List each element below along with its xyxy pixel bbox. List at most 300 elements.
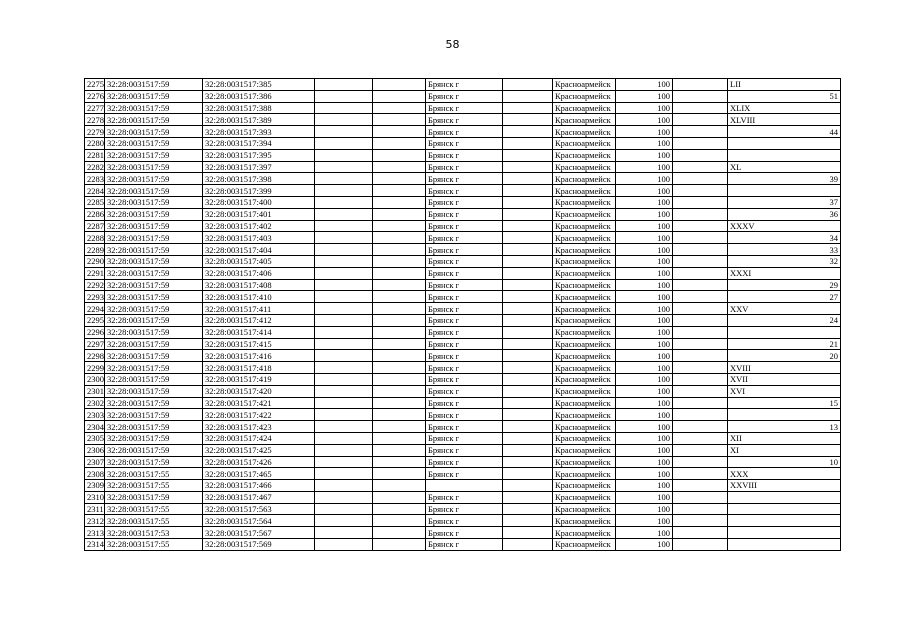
- cell-col-empty-2: [373, 220, 426, 232]
- cell-col-empty-2: [373, 468, 426, 480]
- table-row: [85, 137, 841, 149]
- cell-parent-cadastral-number: 32:28:0031517:59: [105, 173, 203, 185]
- cell-col-empty-4: [673, 126, 728, 138]
- cell-cadastral-number: 32:28:0031517:403: [203, 232, 315, 244]
- table-row: [85, 480, 841, 492]
- cell-city: Брянск г: [426, 208, 503, 220]
- cell-col-empty-4: [673, 326, 728, 338]
- cell-col-empty-2: [373, 444, 426, 456]
- cell-extra-designation: 21: [728, 338, 841, 350]
- cell-district: Красноармейск: [553, 291, 616, 303]
- table-row: [85, 432, 841, 444]
- cell-col-empty-3: [503, 255, 553, 267]
- cell-row-number: 2299: [85, 362, 105, 374]
- cell-col-empty-1: [315, 232, 373, 244]
- cell-col-empty-1: [315, 267, 373, 279]
- cell-col-empty-4: [673, 539, 728, 551]
- cell-parent-cadastral-number: 32:28:0031517:59: [105, 456, 203, 468]
- table-row: [85, 114, 841, 126]
- cell-parent-cadastral-number: 32:28:0031517:59: [105, 397, 203, 409]
- cell-col-empty-4: [673, 244, 728, 256]
- cell-col-empty-2: [373, 149, 426, 161]
- cell-col-empty-2: [373, 279, 426, 291]
- cell-cadastral-number: 32:28:0031517:398: [203, 173, 315, 185]
- cell-col-empty-3: [503, 338, 553, 350]
- cell-col-empty-3: [503, 114, 553, 126]
- cell-col-empty-2: [373, 515, 426, 527]
- cell-parent-cadastral-number: 32:28:0031517:59: [105, 244, 203, 256]
- cell-col-empty-1: [315, 480, 373, 492]
- cell-extra-designation: 36: [728, 208, 841, 220]
- cell-col-empty-1: [315, 149, 373, 161]
- cell-col-empty-2: [373, 338, 426, 350]
- cell-city: Брянск г: [426, 314, 503, 326]
- cell-share-percent: 100: [616, 444, 673, 456]
- cell-city: Брянск г: [426, 114, 503, 126]
- cell-col-empty-2: [373, 421, 426, 433]
- cell-row-number: 2314: [85, 539, 105, 551]
- cell-cadastral-number: 32:28:0031517:397: [203, 161, 315, 173]
- cell-parent-cadastral-number: 32:28:0031517:59: [105, 196, 203, 208]
- cell-row-number: 2296: [85, 326, 105, 338]
- cell-share-percent: 100: [616, 114, 673, 126]
- cell-extra-designation: [728, 491, 841, 503]
- cell-row-number: 2306: [85, 444, 105, 456]
- cell-cadastral-number: 32:28:0031517:385: [203, 79, 315, 91]
- cell-extra-designation: XXVIII: [728, 480, 841, 492]
- cell-col-empty-1: [315, 515, 373, 527]
- cell-col-empty-3: [503, 149, 553, 161]
- cell-col-empty-3: [503, 79, 553, 91]
- cell-col-empty-4: [673, 432, 728, 444]
- cell-col-empty-1: [315, 444, 373, 456]
- cell-city: Брянск г: [426, 232, 503, 244]
- cell-parent-cadastral-number: 32:28:0031517:55: [105, 480, 203, 492]
- cell-cadastral-number: 32:28:0031517:402: [203, 220, 315, 232]
- cell-share-percent: 100: [616, 314, 673, 326]
- cell-col-empty-3: [503, 137, 553, 149]
- cell-col-empty-4: [673, 421, 728, 433]
- cell-row-number: 2282: [85, 161, 105, 173]
- cell-district: Красноармейск: [553, 338, 616, 350]
- cell-district: Красноармейск: [553, 362, 616, 374]
- cell-parent-cadastral-number: 32:28:0031517:59: [105, 102, 203, 114]
- cell-cadastral-number: 32:28:0031517:406: [203, 267, 315, 279]
- cell-col-empty-1: [315, 456, 373, 468]
- cell-extra-designation: 37: [728, 196, 841, 208]
- cell-parent-cadastral-number: 32:28:0031517:59: [105, 79, 203, 91]
- cell-share-percent: 100: [616, 503, 673, 515]
- cell-city: Брянск г: [426, 397, 503, 409]
- cell-col-empty-4: [673, 397, 728, 409]
- cell-city: [426, 480, 503, 492]
- cell-share-percent: 100: [616, 468, 673, 480]
- cell-share-percent: 100: [616, 385, 673, 397]
- cell-col-empty-1: [315, 90, 373, 102]
- cell-col-empty-3: [503, 480, 553, 492]
- cell-cadastral-number: 32:28:0031517:405: [203, 255, 315, 267]
- cell-col-empty-1: [315, 244, 373, 256]
- cell-extra-designation: 15: [728, 397, 841, 409]
- cell-col-empty-3: [503, 90, 553, 102]
- cell-col-empty-2: [373, 385, 426, 397]
- cell-district: Красноармейск: [553, 456, 616, 468]
- cell-cadastral-number: 32:28:0031517:422: [203, 409, 315, 421]
- cell-district: Красноармейск: [553, 314, 616, 326]
- cell-row-number: 2295: [85, 314, 105, 326]
- cell-district: Красноармейск: [553, 491, 616, 503]
- cell-row-number: 2285: [85, 196, 105, 208]
- cell-col-empty-3: [503, 362, 553, 374]
- cell-extra-designation: [728, 185, 841, 197]
- table-row: [85, 444, 841, 456]
- cell-col-empty-4: [673, 255, 728, 267]
- cell-col-empty-4: [673, 314, 728, 326]
- cell-col-empty-4: [673, 480, 728, 492]
- cell-col-empty-2: [373, 362, 426, 374]
- cell-extra-designation: XXV: [728, 303, 841, 315]
- cell-row-number: 2300: [85, 373, 105, 385]
- cell-extra-designation: 20: [728, 350, 841, 362]
- cell-col-empty-2: [373, 409, 426, 421]
- cell-extra-designation: LII: [728, 79, 841, 91]
- cell-col-empty-3: [503, 196, 553, 208]
- cell-share-percent: 100: [616, 397, 673, 409]
- cell-col-empty-1: [315, 397, 373, 409]
- cell-row-number: 2305: [85, 432, 105, 444]
- cell-cadastral-number: 32:28:0031517:426: [203, 456, 315, 468]
- cell-city: Брянск г: [426, 350, 503, 362]
- cell-cadastral-number: 32:28:0031517:408: [203, 279, 315, 291]
- cell-col-empty-1: [315, 173, 373, 185]
- cell-city: Брянск г: [426, 291, 503, 303]
- cell-col-empty-3: [503, 267, 553, 279]
- cell-col-empty-2: [373, 432, 426, 444]
- cell-cadastral-number: 32:28:0031517:400: [203, 196, 315, 208]
- cell-extra-designation: XXXI: [728, 267, 841, 279]
- cell-col-empty-1: [315, 503, 373, 515]
- cell-col-empty-4: [673, 491, 728, 503]
- cell-cadastral-number: 32:28:0031517:404: [203, 244, 315, 256]
- cell-col-empty-4: [673, 90, 728, 102]
- cell-extra-designation: 24: [728, 314, 841, 326]
- cell-extra-designation: 27: [728, 291, 841, 303]
- cell-col-empty-3: [503, 291, 553, 303]
- cell-col-empty-2: [373, 303, 426, 315]
- cell-col-empty-3: [503, 503, 553, 515]
- cell-extra-designation: 51: [728, 90, 841, 102]
- cell-share-percent: 100: [616, 362, 673, 374]
- cell-parent-cadastral-number: 32:28:0031517:59: [105, 314, 203, 326]
- cell-share-percent: 100: [616, 126, 673, 138]
- cell-col-empty-4: [673, 185, 728, 197]
- cell-col-empty-3: [503, 185, 553, 197]
- cell-share-percent: 100: [616, 326, 673, 338]
- cell-col-empty-1: [315, 468, 373, 480]
- cell-parent-cadastral-number: 32:28:0031517:59: [105, 90, 203, 102]
- cell-district: Красноармейск: [553, 149, 616, 161]
- cell-col-empty-3: [503, 539, 553, 551]
- cell-cadastral-number: 32:28:0031517:389: [203, 114, 315, 126]
- cell-extra-designation: XLIX: [728, 102, 841, 114]
- table-row: [85, 326, 841, 338]
- table-row: [85, 149, 841, 161]
- table-row: [85, 220, 841, 232]
- cell-parent-cadastral-number: 32:28:0031517:59: [105, 114, 203, 126]
- cell-parent-cadastral-number: 32:28:0031517:53: [105, 527, 203, 539]
- cell-cadastral-number: 32:28:0031517:401: [203, 208, 315, 220]
- cell-row-number: 2276: [85, 90, 105, 102]
- table-row: [85, 185, 841, 197]
- cell-col-empty-4: [673, 173, 728, 185]
- cell-district: Красноармейск: [553, 279, 616, 291]
- cell-share-percent: 100: [616, 350, 673, 362]
- cell-parent-cadastral-number: 32:28:0031517:59: [105, 279, 203, 291]
- cell-col-empty-4: [673, 503, 728, 515]
- cell-col-empty-3: [503, 385, 553, 397]
- cell-col-empty-2: [373, 527, 426, 539]
- cell-row-number: 2288: [85, 232, 105, 244]
- cell-row-number: 2286: [85, 208, 105, 220]
- cell-col-empty-4: [673, 161, 728, 173]
- cell-share-percent: 100: [616, 409, 673, 421]
- cell-cadastral-number: 32:28:0031517:419: [203, 373, 315, 385]
- cell-city: Брянск г: [426, 149, 503, 161]
- table-row: [85, 491, 841, 503]
- cell-extra-designation: 29: [728, 279, 841, 291]
- cell-col-empty-1: [315, 185, 373, 197]
- cell-col-empty-3: [503, 409, 553, 421]
- cell-cadastral-number: 32:28:0031517:388: [203, 102, 315, 114]
- cell-col-empty-4: [673, 456, 728, 468]
- cell-cadastral-number: 32:28:0031517:394: [203, 137, 315, 149]
- cell-col-empty-3: [503, 350, 553, 362]
- cell-extra-designation: [728, 515, 841, 527]
- cell-col-empty-4: [673, 79, 728, 91]
- table-row: [85, 397, 841, 409]
- cell-parent-cadastral-number: 32:28:0031517:59: [105, 126, 203, 138]
- cell-share-percent: 100: [616, 421, 673, 433]
- cell-col-empty-3: [503, 303, 553, 315]
- cell-parent-cadastral-number: 32:28:0031517:59: [105, 362, 203, 374]
- cell-col-empty-1: [315, 79, 373, 91]
- cell-city: Брянск г: [426, 220, 503, 232]
- cell-col-empty-3: [503, 208, 553, 220]
- table-row: [85, 232, 841, 244]
- cell-col-empty-3: [503, 432, 553, 444]
- cell-row-number: 2307: [85, 456, 105, 468]
- cell-share-percent: 100: [616, 244, 673, 256]
- cell-col-empty-1: [315, 114, 373, 126]
- cell-col-empty-2: [373, 185, 426, 197]
- cell-row-number: 2289: [85, 244, 105, 256]
- cell-col-empty-3: [503, 491, 553, 503]
- cell-extra-designation: XVI: [728, 385, 841, 397]
- table-row: [85, 539, 841, 551]
- cell-col-empty-2: [373, 539, 426, 551]
- cell-cadastral-number: 32:28:0031517:465: [203, 468, 315, 480]
- cell-col-empty-1: [315, 314, 373, 326]
- cell-col-empty-1: [315, 385, 373, 397]
- cell-extra-designation: [728, 149, 841, 161]
- cell-col-empty-3: [503, 279, 553, 291]
- cell-col-empty-3: [503, 444, 553, 456]
- cell-share-percent: 100: [616, 79, 673, 91]
- cell-parent-cadastral-number: 32:28:0031517:59: [105, 137, 203, 149]
- cell-district: Красноармейск: [553, 515, 616, 527]
- cell-col-empty-3: [503, 527, 553, 539]
- cell-city: Брянск г: [426, 432, 503, 444]
- cell-cadastral-number: 32:28:0031517:563: [203, 503, 315, 515]
- cell-share-percent: 100: [616, 539, 673, 551]
- cell-city: Брянск г: [426, 503, 503, 515]
- cell-row-number: 2311: [85, 503, 105, 515]
- cell-col-empty-1: [315, 409, 373, 421]
- cell-extra-designation: 13: [728, 421, 841, 433]
- cell-district: Красноармейск: [553, 397, 616, 409]
- cell-col-empty-1: [315, 373, 373, 385]
- cell-col-empty-3: [503, 173, 553, 185]
- cell-extra-designation: [728, 503, 841, 515]
- cell-col-empty-2: [373, 350, 426, 362]
- cell-city: Брянск г: [426, 421, 503, 433]
- cell-col-empty-3: [503, 515, 553, 527]
- cell-city: Брянск г: [426, 173, 503, 185]
- cell-city: Брянск г: [426, 326, 503, 338]
- table-row: [85, 314, 841, 326]
- cell-col-empty-1: [315, 126, 373, 138]
- cell-share-percent: 100: [616, 161, 673, 173]
- cell-extra-designation: [728, 527, 841, 539]
- cell-city: Брянск г: [426, 196, 503, 208]
- cell-share-percent: 100: [616, 303, 673, 315]
- cell-parent-cadastral-number: 32:28:0031517:59: [105, 421, 203, 433]
- cell-col-empty-2: [373, 397, 426, 409]
- cell-col-empty-1: [315, 421, 373, 433]
- cell-share-percent: 100: [616, 291, 673, 303]
- cell-col-empty-2: [373, 267, 426, 279]
- table-row: [85, 527, 841, 539]
- cell-col-empty-4: [673, 102, 728, 114]
- cell-col-empty-1: [315, 303, 373, 315]
- cell-share-percent: 100: [616, 480, 673, 492]
- cell-col-empty-4: [673, 350, 728, 362]
- cell-row-number: 2279: [85, 126, 105, 138]
- cell-district: Красноармейск: [553, 480, 616, 492]
- table-row: [85, 409, 841, 421]
- cell-col-empty-2: [373, 114, 426, 126]
- cell-col-empty-4: [673, 149, 728, 161]
- cell-share-percent: 100: [616, 432, 673, 444]
- cell-extra-designation: 44: [728, 126, 841, 138]
- cell-city: Брянск г: [426, 161, 503, 173]
- table-row: [85, 279, 841, 291]
- cell-district: Красноармейск: [553, 409, 616, 421]
- table-row: [85, 421, 841, 433]
- cell-extra-designation: XVII: [728, 373, 841, 385]
- cell-col-empty-2: [373, 503, 426, 515]
- cell-district: Красноармейск: [553, 244, 616, 256]
- cell-parent-cadastral-number: 32:28:0031517:59: [105, 185, 203, 197]
- cell-city: Брянск г: [426, 126, 503, 138]
- cell-row-number: 2297: [85, 338, 105, 350]
- cell-city: Брянск г: [426, 137, 503, 149]
- cell-col-empty-4: [673, 279, 728, 291]
- cell-col-empty-2: [373, 196, 426, 208]
- cell-share-percent: 100: [616, 527, 673, 539]
- cell-cadastral-number: 32:28:0031517:420: [203, 385, 315, 397]
- cell-district: Красноармейск: [553, 503, 616, 515]
- cell-cadastral-number: 32:28:0031517:466: [203, 480, 315, 492]
- cell-row-number: 2304: [85, 421, 105, 433]
- cell-extra-designation: [728, 539, 841, 551]
- table-row: [85, 196, 841, 208]
- cell-col-empty-1: [315, 279, 373, 291]
- cell-district: Красноармейск: [553, 161, 616, 173]
- cell-col-empty-4: [673, 338, 728, 350]
- cell-col-empty-2: [373, 173, 426, 185]
- cell-district: Красноармейск: [553, 126, 616, 138]
- cell-col-empty-4: [673, 137, 728, 149]
- cell-extra-designation: 34: [728, 232, 841, 244]
- cell-cadastral-number: 32:28:0031517:567: [203, 527, 315, 539]
- table-row: [85, 515, 841, 527]
- cell-col-empty-4: [673, 527, 728, 539]
- cell-parent-cadastral-number: 32:28:0031517:59: [105, 444, 203, 456]
- cell-col-empty-1: [315, 220, 373, 232]
- cell-col-empty-4: [673, 232, 728, 244]
- cell-district: Красноармейск: [553, 196, 616, 208]
- cell-col-empty-2: [373, 126, 426, 138]
- cell-extra-designation: XXX: [728, 468, 841, 480]
- cell-cadastral-number: 32:28:0031517:410: [203, 291, 315, 303]
- cell-col-empty-3: [503, 232, 553, 244]
- cell-col-empty-3: [503, 397, 553, 409]
- cell-cadastral-number: 32:28:0031517:399: [203, 185, 315, 197]
- cell-col-empty-1: [315, 291, 373, 303]
- cell-parent-cadastral-number: 32:28:0031517:59: [105, 385, 203, 397]
- cell-district: Красноармейск: [553, 303, 616, 315]
- cell-col-empty-3: [503, 421, 553, 433]
- cell-col-empty-4: [673, 444, 728, 456]
- cell-district: Красноармейск: [553, 232, 616, 244]
- cell-district: Красноармейск: [553, 444, 616, 456]
- cell-cadastral-number: 32:28:0031517:467: [203, 491, 315, 503]
- cell-city: Брянск г: [426, 385, 503, 397]
- table-row: [85, 373, 841, 385]
- table-row: [85, 244, 841, 256]
- cell-row-number: 2310: [85, 491, 105, 503]
- cell-extra-designation: XVIII: [728, 362, 841, 374]
- cell-row-number: 2302: [85, 397, 105, 409]
- cell-row-number: 2284: [85, 185, 105, 197]
- cell-district: Красноармейск: [553, 385, 616, 397]
- cell-extra-designation: XI: [728, 444, 841, 456]
- cell-share-percent: 100: [616, 515, 673, 527]
- cell-share-percent: 100: [616, 373, 673, 385]
- cell-col-empty-2: [373, 255, 426, 267]
- cell-city: Брянск г: [426, 185, 503, 197]
- cell-city: Брянск г: [426, 527, 503, 539]
- cell-cadastral-number: 32:28:0031517:425: [203, 444, 315, 456]
- cell-extra-designation: 10: [728, 456, 841, 468]
- cell-city: Брянск г: [426, 491, 503, 503]
- cell-col-empty-2: [373, 102, 426, 114]
- table-row: [85, 362, 841, 374]
- cell-row-number: 2292: [85, 279, 105, 291]
- cell-cadastral-number: 32:28:0031517:386: [203, 90, 315, 102]
- cell-district: Красноармейск: [553, 185, 616, 197]
